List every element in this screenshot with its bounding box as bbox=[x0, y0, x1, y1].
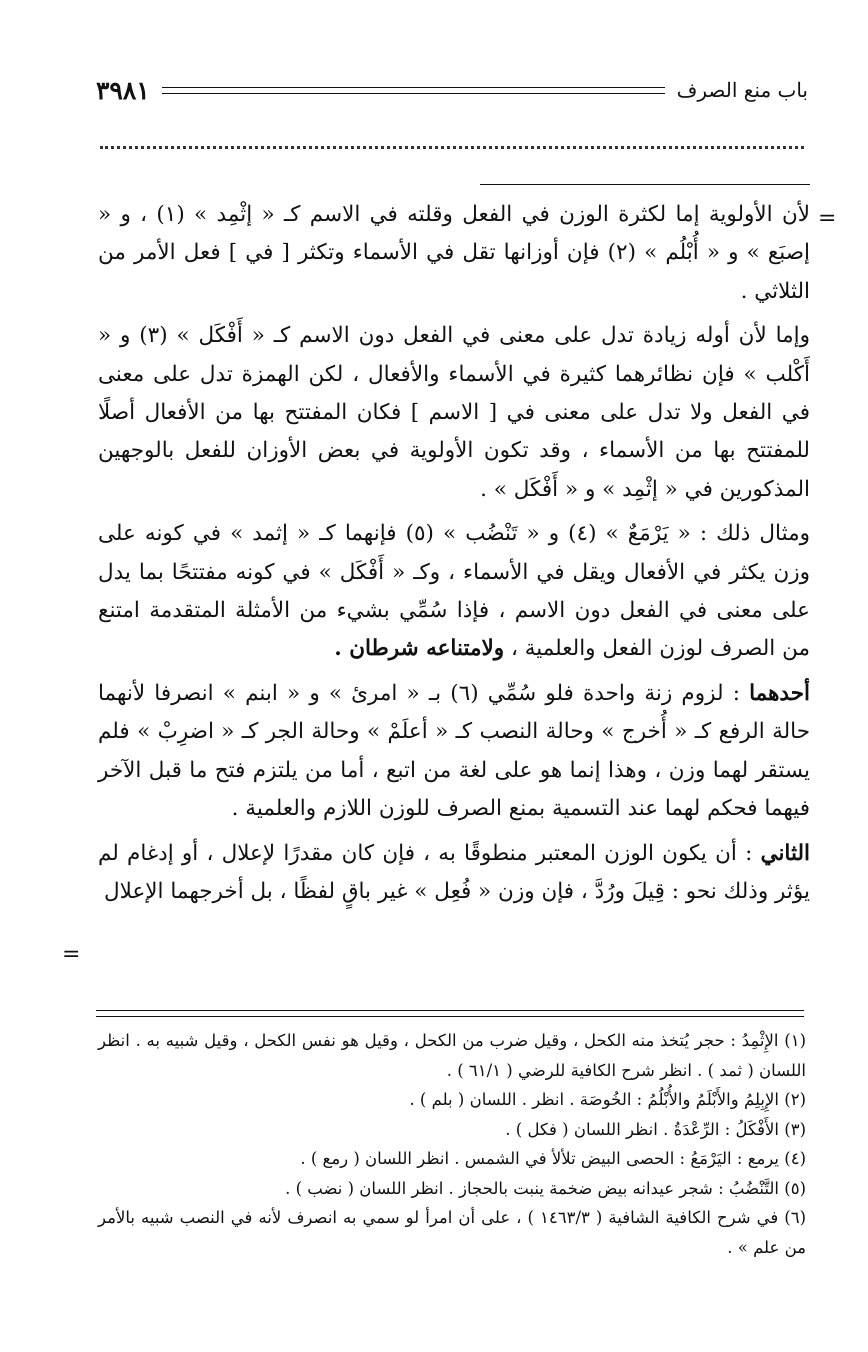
continuation-mark-start: = bbox=[818, 206, 837, 231]
main-text bbox=[98, 196, 810, 917]
continuation-mark-end: = bbox=[62, 942, 81, 967]
footnote: (١) الإِثْمِدُ : حجر يُتخذ منه الكحل ، وقيل ضرب من الكحل ، وقيل هو نفس الكحل ، وقيل شبيه به . انظر اللسان ( ثمد ) . انظر شرح الكافية للرضي ( ٦١/١ ) . bbox=[98, 1031, 806, 1080]
paragraph bbox=[98, 675, 810, 829]
paragraph bbox=[98, 515, 810, 669]
paragraph-text: ومثال ذلك : « يَرْمَعٌ » (٤) و « تَنْضُب » (٥) فإنهما كـ « إثمد » في كونه على وزن يكثر في الأفعال ويقل في الأسماء ، وكـ « أَفْكَل » في كونه مفتتحًا بما يدل على معنى في الفعل دون الاسم ، فإذا سُمِّي بشيء من الأمثلة المتقدمة امتنع من الصرف لوزن الفعل والعلمية ، bbox=[98, 521, 810, 662]
page-header bbox=[96, 72, 808, 108]
footnotes bbox=[98, 1026, 806, 1262]
paragraph-text: : لزوم زنة واحدة فلو سُمِّي (٦) بـ « امرئ » و « ابنم » انصرفا لأنهما حالة الرفع كـ « أُخرج » وحالة النصب كـ « أعلَمْ » وحالة الجر كـ « اضرِبْ » فلم يستقر لهما وزن ، وهذا إنما هو على لغة من اتبع ، أما من يلتزم فتح ما قبل الآخر فيهما فحكم لهما عند التسمية بمنع الصرف للوزن اللازم والعلمية . bbox=[98, 680, 810, 822]
footnote-rule bbox=[96, 1010, 804, 1017]
paragraph: وإما لأن أوله زيادة تدل على معنى في الفعل دون الاسم كـ « أَفْكَل » (٣) و « أَكْلب » فإن نظائرهما كثيرة في الأسماء والأفعال ، لكن الهمزة تدل على معنى في الفعل ولا تدل على معنى في [ الاسم ] فكان المفتتح بها من الأفعال أصلًا للمفتتح بها من الأسماء ، وقد تكون الأولوية في بعض الأوزان للفعل بالوجهين المذكورين في « إثْمِد » و « أَفْكَل » . bbox=[98, 323, 811, 502]
footnote: (٤) يرمع : اليَرْمَعُ : الحصى البيض تلألأ في الشمس . انظر اللسان ( رمع ) . bbox=[300, 1149, 806, 1168]
bold-phrase: ولامتناعه شرطان . bbox=[334, 636, 505, 662]
footnote: (٢) الإِبِلِمُ والأَبْلَمُ والأُبْلُمُ : الخُوصَة . انظر . اللسان ( بلم ) . bbox=[409, 1090, 806, 1109]
paragraph: لأن الأولوية إما لكثرة الوزن في الفعل وقلته في الاسم كـ « إثْمِد » (١) ، و « إصبَع » و « أُبْلُم » (٢) فإن أوزانها تقل في الأسماء وتكثر [ في ] فعل الأمر من الثلاثي . bbox=[98, 202, 810, 304]
paragraph-text: : أن يكون الوزن المعتبر منطوقًا به ، فإن كان مقدرًا لإعلال ، أو إدغام لم يؤثر وذلك نحو : قِيلَ ورُدَّ ، فإن وزن « فُعِل » غير باقٍ لفظًا ، بل أخرجهما الإعلال bbox=[98, 840, 810, 904]
header-rule bbox=[162, 87, 665, 94]
footnote: (٣) الأَفْكَلُ : الرِّعْدَةُ . انظر اللسان ( فكل ) . bbox=[505, 1119, 806, 1139]
condition-heading: الثاني bbox=[760, 840, 810, 866]
section-rule bbox=[480, 184, 810, 185]
footnote: (٦) في شرح الكافية الشافية ( ١٤٦٣/٣ ) ، على أن امرأ لو سمي به انصرف لأنه في النصب شبيه بالأمر من علم » . bbox=[98, 1208, 806, 1257]
footnote: (٥) التَّنْضُبُ : شجر عيدانه بيض ضخمة ينبت بالحجاز . انظر اللسان ( نضب ) . bbox=[285, 1178, 806, 1198]
condition-heading: أحدهما bbox=[749, 680, 810, 706]
running-title: باب منع الصرف bbox=[676, 78, 808, 102]
paragraph bbox=[98, 835, 810, 912]
dotted-separator bbox=[100, 146, 804, 153]
page-number: ٣٩٨١ bbox=[96, 75, 150, 105]
